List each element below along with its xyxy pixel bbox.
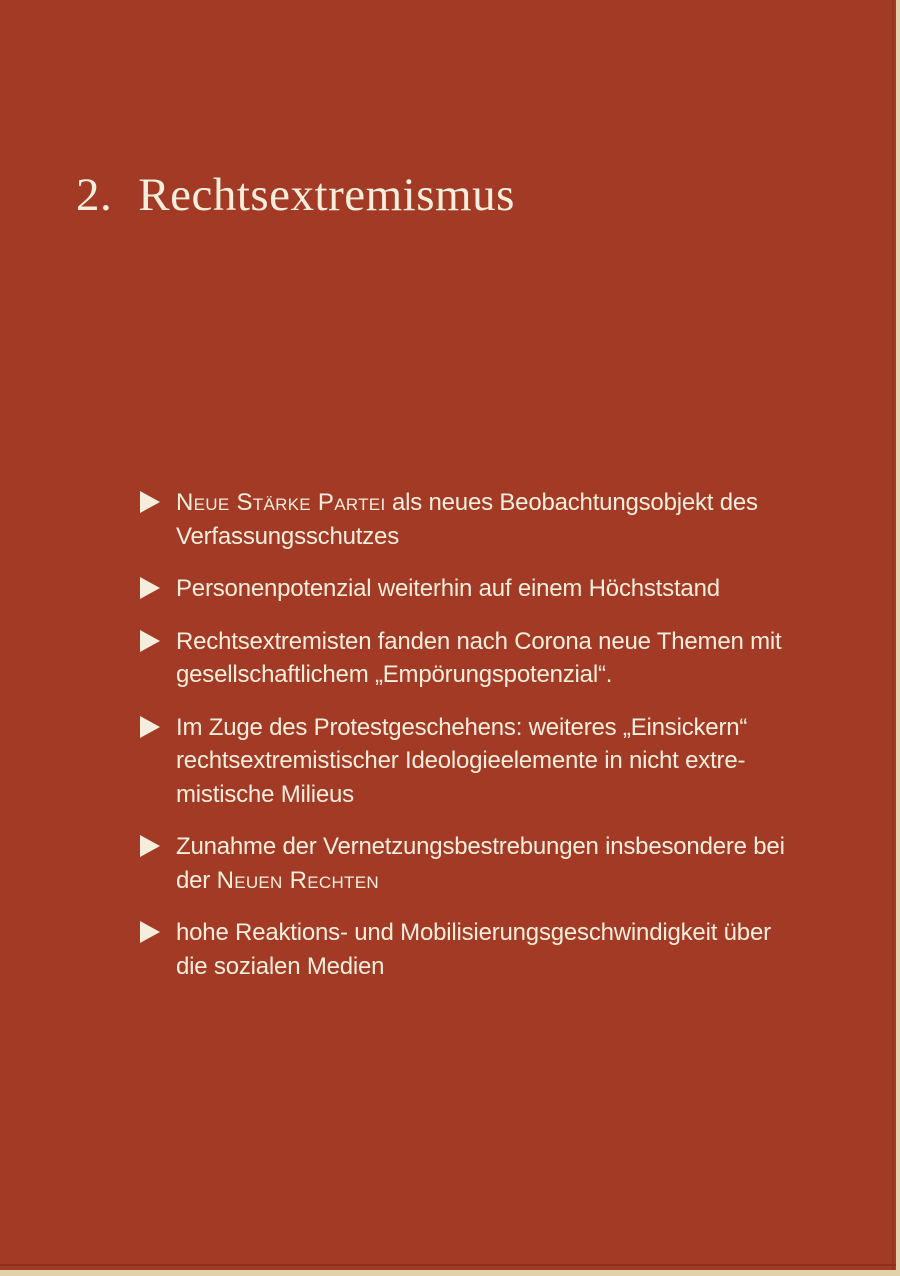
smallcaps-term: Neuen Rechten xyxy=(216,866,379,894)
bullet-text-line xyxy=(176,744,747,778)
smallcaps-term: Neue Stärke Partei xyxy=(176,489,386,516)
bullet-text-line xyxy=(176,572,720,606)
triangle-right-icon xyxy=(140,835,160,857)
text-segment: rechtsextremistischer Ideologieelemente in nicht extre- xyxy=(176,747,746,774)
list-item xyxy=(140,572,860,606)
text-segment: die sozialen Medien xyxy=(176,952,385,980)
bullet-text-line xyxy=(176,864,785,898)
bullet-text-line xyxy=(176,658,782,692)
text-segment: Rechtsextremisten fanden nach Corona neue Themen mit xyxy=(176,627,782,655)
page-edge-shadow-right xyxy=(892,0,894,1270)
list-item xyxy=(140,486,860,553)
list-item xyxy=(140,625,860,692)
list-item xyxy=(140,916,860,983)
bullet-text xyxy=(176,572,720,606)
chapter-number: 2. xyxy=(76,169,113,221)
bullet-text-line xyxy=(176,711,747,745)
chapter-heading xyxy=(76,168,515,222)
bullet-text-line xyxy=(176,950,771,984)
text-segment: Verfassungsschutzes xyxy=(176,522,399,550)
triangle-right-icon xyxy=(140,921,160,943)
bullet-text xyxy=(176,916,771,983)
bullet-text-line xyxy=(176,778,747,812)
list-item xyxy=(140,830,860,897)
text-segment: hohe Reaktions- und Mobilisierungsgeschwindigkeit über xyxy=(176,919,771,946)
list-item xyxy=(140,711,860,812)
bullet-text-line xyxy=(176,830,785,864)
text-segment: Im Zuge des Protestgeschehens: weiteres „Einsickern“ xyxy=(176,713,748,741)
triangle-right-icon xyxy=(140,577,160,599)
page-edge-shadow-bottom xyxy=(0,1264,896,1266)
bullet-text xyxy=(176,486,758,553)
bullet-text-line xyxy=(176,520,758,554)
bullet-text xyxy=(176,830,785,897)
text-segment: Personenpotenzial weiterhin auf einem Höchststand xyxy=(176,575,720,602)
text-segment: gesellschaftlichem „Empörungspotenzial“. xyxy=(176,661,613,688)
bullet-text-line xyxy=(176,486,758,520)
bullet-text-line xyxy=(176,625,782,659)
bullet-text xyxy=(176,625,782,692)
text-segment: mistische Milieus xyxy=(176,780,354,808)
text-segment: als neues Beobachtungsobjekt des xyxy=(385,489,758,516)
chapter-title: Rechtsextremismus xyxy=(138,169,515,221)
bullet-text xyxy=(176,711,747,812)
text-segment: Zunahme der Vernetzungsbestrebungen insbesondere bei xyxy=(176,833,785,860)
triangle-right-icon xyxy=(140,630,160,652)
bullet-list xyxy=(140,486,860,1002)
triangle-right-icon xyxy=(140,491,160,513)
text-segment: der xyxy=(176,866,217,894)
bullet-text-line xyxy=(176,916,771,950)
triangle-right-icon xyxy=(140,716,160,738)
